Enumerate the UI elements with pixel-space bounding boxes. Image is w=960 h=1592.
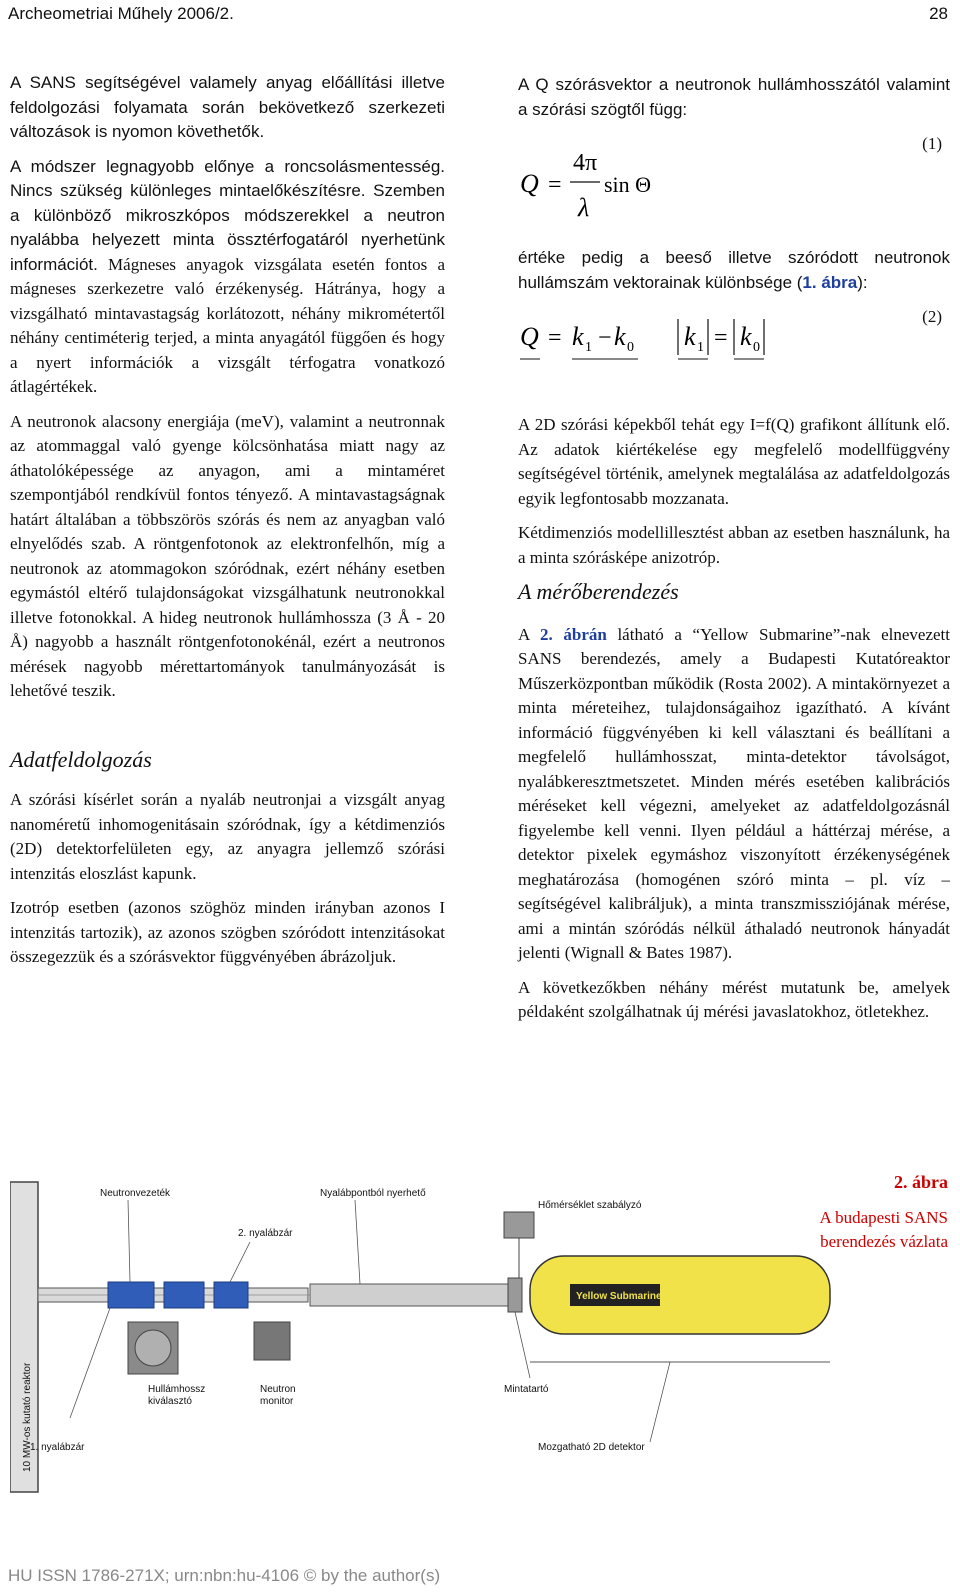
eq1-lhs: Q — [520, 169, 539, 198]
yellow-submarine-label: Yellow Submarine — [576, 1291, 662, 1302]
sans-schematic — [10, 1172, 950, 1514]
label-selector: Hullámhossz kiválasztó — [148, 1384, 206, 1407]
equation-2 — [518, 305, 950, 403]
paragraph-advantages-sans: A módszer legnagyobb előnye a roncsolásmentesség. Nincs szükség különleges mintaelőkészítésre. Szemben a különböző mikroszkópos módszerekkel a neutron nyalábba helyezett minta össztérfogatáról nyerhetünk információt. — [10, 156, 445, 274]
paragraph-wave-vectors — [518, 246, 950, 295]
eq1-equals: = — [548, 172, 562, 198]
eq1-sin-theta: sin Θ — [604, 172, 652, 197]
page-number: 28 — [929, 4, 948, 23]
eq2-abs-k1-sub: 1 — [697, 340, 704, 355]
eq2-abs-k0: k — [740, 322, 752, 351]
label-sample: Mintatartó — [504, 1384, 549, 1395]
equation-2-formula — [518, 305, 838, 403]
eq1-denominator: λ — [578, 193, 590, 222]
paragraph-advantages-serif: Mágneses anyagok vizsgálata esetén fontos a mágneses szerkezetre való érzékenység. Hátránya, hogy a vizsgálható mintavastagság korlátozott, néhány mikrométertől néhány centiméterig terjed, a minta anyagától függően és hogy a nyert információk a vizsgált térfogatra vonatkozó átlagértékek. — [10, 254, 445, 396]
label-temperature: Hőmérséklet szabályzó — [538, 1200, 642, 1211]
eq1-numerator: 4π — [573, 150, 598, 176]
eq2-abs-k0-sub: 0 — [753, 340, 760, 355]
figure-number: 2. ábra — [894, 1172, 948, 1192]
sans-schematic-figure — [10, 1172, 950, 1514]
guide-segment-2 — [164, 1282, 204, 1308]
leader-guide — [128, 1200, 130, 1282]
eq2-k0-sub: 0 — [627, 340, 634, 355]
paragraph-ys-pre: A — [518, 624, 540, 644]
right-column — [518, 73, 950, 1035]
paragraph-sans-intro: A SANS segítségével valamely anyag előállítási illetve feldolgozási folyamata során bekövetkező szerkezeti változások is nyomon követhetők. — [10, 73, 445, 141]
neutron-monitor — [254, 1322, 290, 1360]
leader-sample — [515, 1312, 530, 1378]
eq2-equals-b: = — [714, 325, 728, 351]
leader-shutter2 — [230, 1242, 250, 1282]
equation-1-formula — [518, 132, 818, 236]
temperature-controller — [504, 1212, 534, 1238]
paragraph-wave-vectors-post: ): — [857, 272, 868, 292]
label-beamstop: Nyalábpontból nyerhető — [320, 1188, 426, 1199]
equation-1 — [518, 132, 950, 236]
paragraph-q-vector: A Q szórásvektor a neutronok hullámhosszától valamint a szórási szögtől függ: — [518, 75, 950, 119]
collimator-tube — [310, 1284, 510, 1306]
paragraph-ys-post: látható a “Yellow Submarine”-nak elnevezett SANS berendezés, amely a Budapesti Kutatóreaktor Műszerközpontban működik (Rosta 2002). A mintakörnyezet a minta méreteihez, tulajdonságaihoz igazítható. A kívánt információ függvényében ki kell választani és beállítani a megfelelő hullámhosszat, minta-detektor távolságot, nyalábkeresztmetszetet. Minden mérés esetében kalibrációs méréseket kell végezni, amelyeket az adatfeldolgozásnál figyelembe kell venni. Ilyen például a háttérzaj mérése, a detektor pixelek egymáshoz viszonyított érzékenységének meghatározása (homogénen szóró minta – pl. víz – segítségével kalibráljuk), a minta transzmissziójának mérése, ami a mintán szóródás nélkül áthaladó neutronok hányadát jelenti (Wignall & Bates 1987). — [518, 624, 950, 962]
equation-2-number: (2) — [922, 307, 942, 326]
eq2-k0: k — [614, 322, 626, 351]
leader-shutter1 — [70, 1308, 110, 1418]
journal-title: Archeometriai Műhely 2006/2. — [8, 4, 234, 23]
eq2-abs-k1: k — [684, 322, 696, 351]
eq2-lhs: Q — [520, 322, 539, 351]
label-shutter1: 1. nyalábzár — [30, 1442, 85, 1453]
sample-holder-block — [508, 1278, 522, 1312]
section-heading-data-processing: Adatfeldolgozás — [10, 746, 152, 772]
left-column — [10, 71, 445, 980]
eq2-k1: k — [572, 322, 584, 351]
figure-ref-1[interactable]: 1. ábra — [802, 272, 858, 292]
eq2-equals: = — [548, 325, 562, 351]
label-guide: Neutronvezeték — [100, 1188, 171, 1199]
figure-caption-line-1: A budapesti SANS — [819, 1208, 948, 1227]
label-detector: Mozgatható 2D detektor — [538, 1442, 645, 1453]
paragraph-scattering-experiment: A szórási kísérlet során a nyaláb neutronjai a vizsgált anyag nanoméretű inhomogenitásain szóródnak, így a kétdimenziós (2D) detektorfelületen egy, az anyagra jellemző szórási intenzitás eloszlást kapunk. — [10, 790, 445, 883]
leader-beamstop — [355, 1200, 360, 1284]
guide-segment-1 — [108, 1282, 154, 1308]
paragraph-neutron-energy: A neutronok alacsony energiája (meV), valamint a neutronnak az atommaggal való gyenge kölcsönhatása miatt nagy az áthatolóképessége az anyagon, ami a mintaméret szempontjából rendkívül fontos tényező. A mintavastagságnak határt általában a többszörös szórás és nem az anyagban való elnyelődés szab. A röntgenfotonok az elektronfelhőn, míg a neutronok az atommagokon szóródnak, ezért néhány esetben egymástól eltérő tulajdonságokat vizsgálhatunk neutronokkal illetve fotonokkal. A hideg neutronok hullámhossza (3 Å - 20 Å) nagyobb a használt röntgenfotonokénál, ezért a neutronos mérések nagyobb mérettartományok tanulmányozását is lehetővé teszik. — [10, 411, 445, 700]
section-heading-instrument: A mérőberendezés — [518, 579, 679, 604]
footer-issn: HU ISSN 1786-271X; urn:nbn:hu-4106 © by the author(s) — [8, 1566, 441, 1585]
paragraph-anisotropic: Kétdimenziós modellillesztést abban az esetben használunk, ha a minta szórásképe anizotróp. — [518, 523, 950, 567]
leader-detector — [650, 1362, 670, 1442]
paragraph-advantages — [10, 155, 445, 400]
label-monitor: Neutron monitor — [260, 1384, 296, 1407]
paragraph-2d-images: A 2D szórási képekből tehát egy I=f(Q) grafikont állítunk elő. Az adatok kiértékelése egy megfelelő modellfüggvény segítségével történik, amelynek megtalálása az adatfeldolgozás egyik legfontosabb mozzanata. — [518, 415, 950, 508]
reactor-label: 10 MW-os kutató reaktor — [22, 1362, 33, 1472]
equation-1-number: (1) — [922, 134, 942, 153]
paragraph-wave-vectors-pre: értéke pedig a beeső illetve szóródott neutronok hullámszám vektorainak különbsége ( — [518, 248, 950, 292]
eq2-k1-sub: 1 — [585, 340, 592, 355]
label-shutter2: 2. nyalábzár — [238, 1228, 293, 1239]
paragraph-yellow-submarine — [518, 623, 950, 966]
paragraph-isotropic: Izotróp esetben (azonos szöghöz minden irányban azonos I intenzitás tartozik), az azonos szögben szóródott intenzitásokat összegezzük és a szórásvektor függvényében ábrázoljuk. — [10, 898, 445, 966]
figure-ref-2[interactable]: 2. ábrán — [539, 624, 607, 644]
figure-caption-line-2: berendezés vázlata — [820, 1232, 948, 1251]
eq2-minus: − — [598, 325, 612, 351]
paragraph-next-measurements: A következőkben néhány mérést mutatunk be, amelyek példaként szolgálhatnak új mérési javaslatokhoz, ötletekhez. — [518, 977, 950, 1021]
velocity-selector-drum — [135, 1330, 171, 1366]
guide-segment-3 — [214, 1282, 248, 1308]
